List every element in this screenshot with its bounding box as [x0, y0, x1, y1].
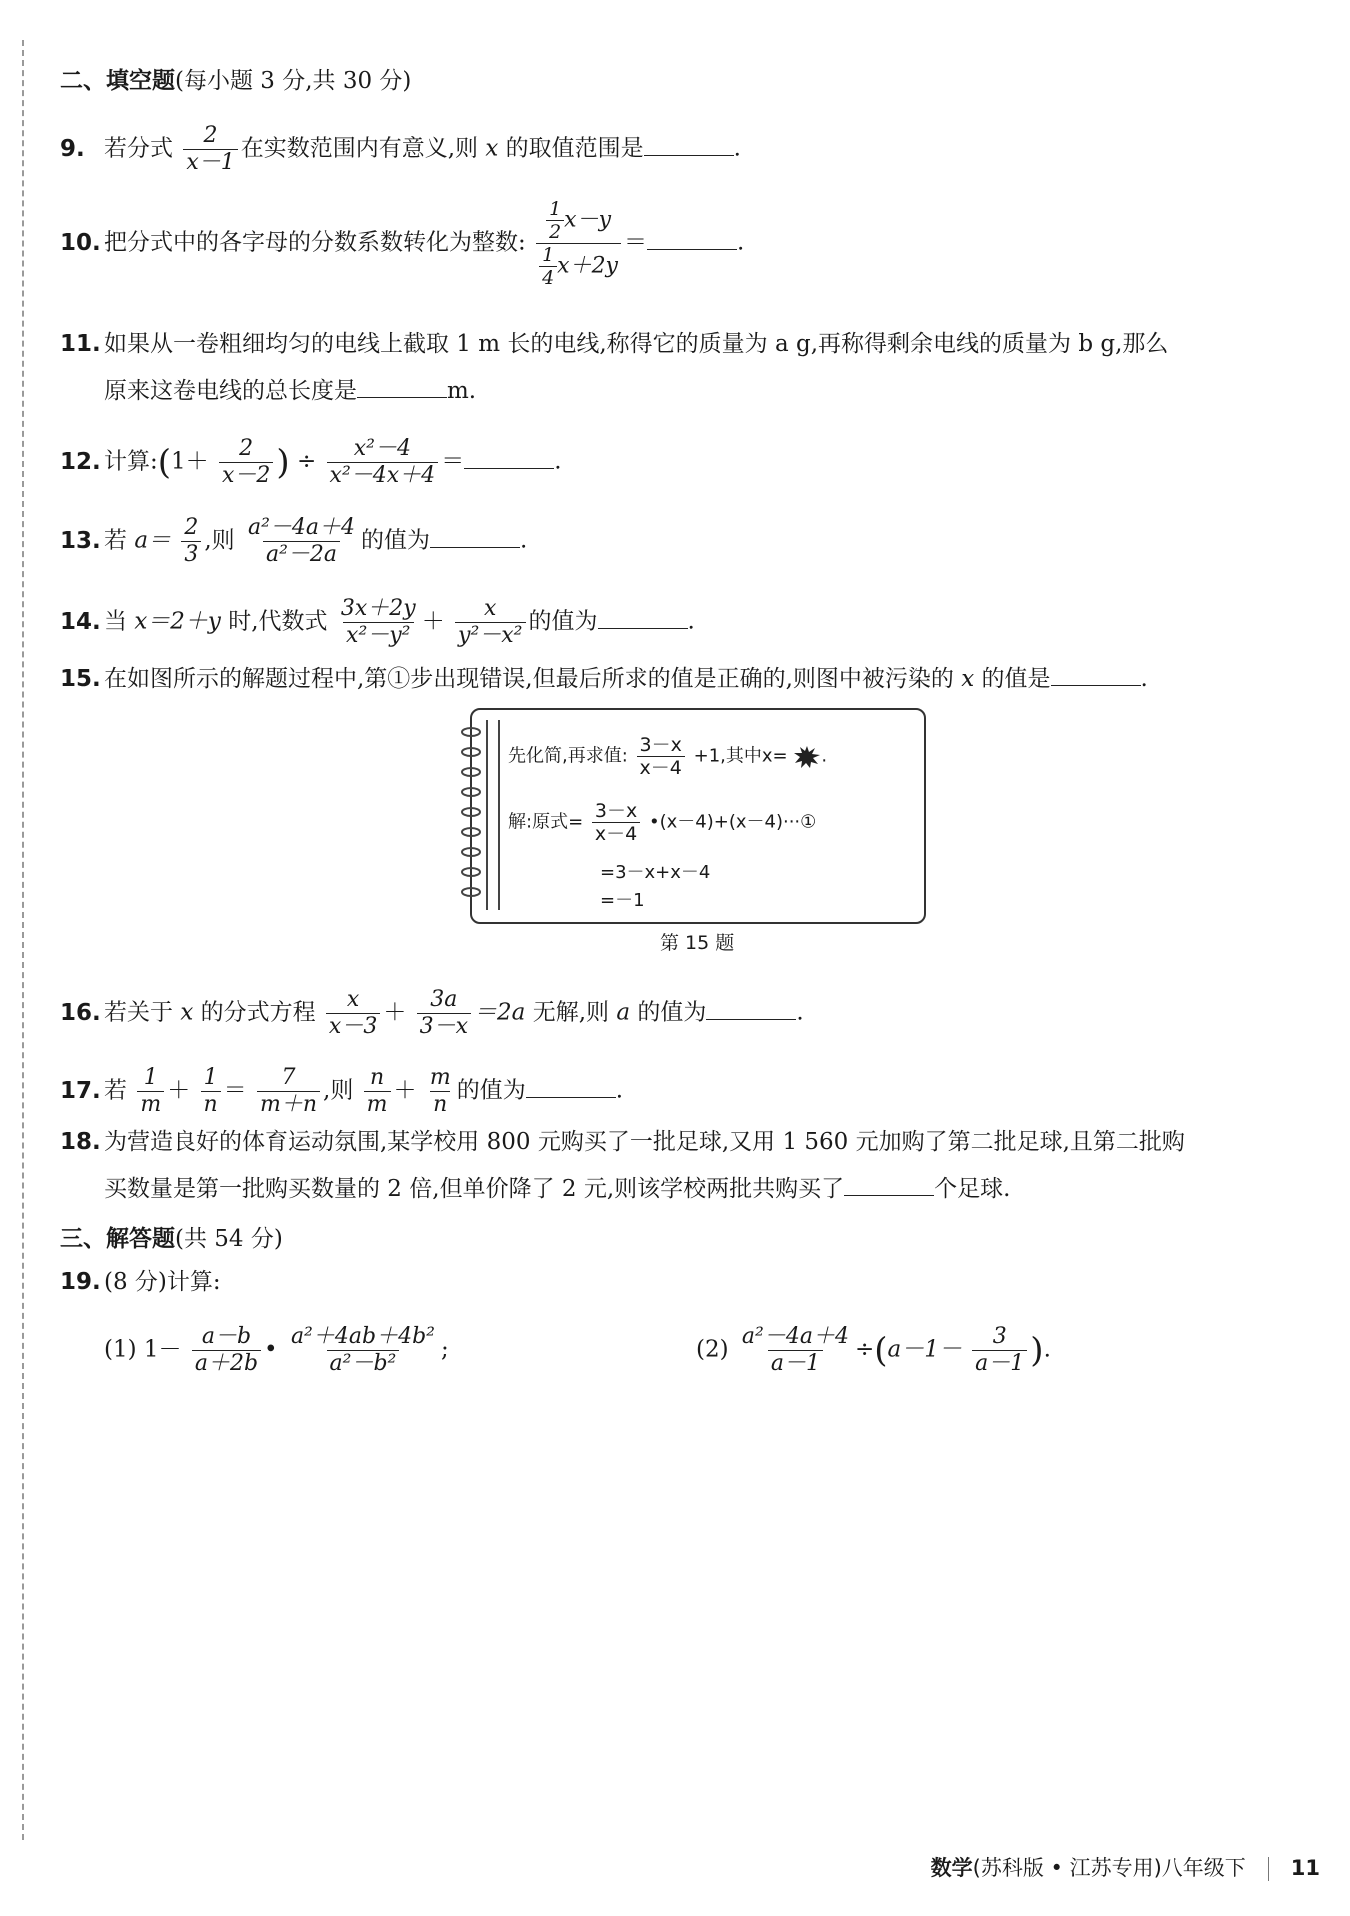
question-11: 11. 如果从一卷粗细均匀的电线上截取 1 m 长的电线,称得它的质量为 a g,再称得剩余电线的质量为 b g,那么 — [60, 331, 1169, 357]
question-16: 16. 若关于 x 的分式方程 $\frac{x}{x-3}$ ＋ $\frac{3a}{3-x}$ ＝2a 无解,则 a 的值为 . — [60, 987, 804, 1039]
binding-dashed-line — [22, 40, 24, 1840]
question-18-line2: 买数量是第一批购买数量的 2 倍,但单价降了 2 元,则该学校两批共购买了 个足球. — [104, 1173, 1010, 1205]
fig-problem-line: 先化简,再求值: $\frac{3-x}{x-4}$ +1,其中x= . — [508, 734, 828, 779]
answer-blank[interactable] — [526, 1075, 616, 1098]
answer-blank[interactable] — [357, 375, 447, 398]
answer-blank[interactable] — [464, 446, 554, 469]
fig-solution-step3: =－1 — [600, 890, 645, 911]
answer-blank[interactable] — [647, 227, 737, 250]
question-10: 10. 把分式中的各字母的分数系数转化为整数: $\frac{1}{2}$ x－y $\frac{1}{4}$ x＋2y ＝ . — [60, 198, 745, 289]
question-18: 18. 为营造良好的体育运动氛围,某学校用 800 元购买了一批足球,又用 1 560 元加购了第二批足球,且第二批购 — [60, 1129, 1185, 1155]
ink-stain-icon — [793, 745, 821, 769]
question-11-line2: 原来这卷电线的总长度是 m. — [104, 375, 476, 407]
question-15: 15. 在如图所示的解题过程中,第①步出现错误,但最后所求的值是正确的,则图中被污染的 x 的值是 . — [60, 663, 1148, 695]
fig-solution-step1: 解:原式= $\frac{3-x}{x-4}$ •(x－4)+(x－4)···① — [508, 800, 817, 845]
answer-blank[interactable] — [598, 606, 688, 629]
question-17: 17. 若 $\frac{1}{m}$ ＋ $\frac{1}{n}$ ＝ $\frac{7}{m+n}$ ,则 $\frac{n}{m}$ ＋ $\frac{m}{n}$ 的值为 . — [60, 1065, 624, 1117]
question-9: 9. 若分式 $\frac{2}{x-1}$ 在实数范围内有意义,则 x 的取值范围是 . — [60, 123, 741, 175]
question-19: 19. (8 分)计算: — [60, 1269, 221, 1295]
question-14: 14. 当 x＝2＋y 时,代数式 $\frac{3x+2y}{\text{x²－y²}}$ ＋ $\frac{x}{\text{y²－x²}}$ 的值为 . — [60, 596, 695, 648]
answer-blank[interactable] — [644, 133, 734, 156]
question-19-part2: (2) $\frac{\text{a²－4a＋4}}{a-1}$ ÷(a－1－ $\frac{3}{a-1}$ ). — [696, 1324, 1051, 1376]
answer-blank[interactable] — [706, 997, 796, 1020]
question-13: 13. 若 a＝ $\frac{2}{3}$ ,则 $\frac{\text{a²－4a＋4}}{\text{a²－2a}}$ 的值为 . — [60, 515, 528, 567]
question-12: 12. 计算:(1＋ $\frac{2}{x-2}$ ) ÷ $\frac{\text{x²－4}}{\text{x²－4x＋4}}$ ＝ . — [60, 436, 562, 488]
notebook-spiral-icon — [460, 724, 482, 904]
figure-15-notebook — [470, 708, 926, 924]
answer-blank[interactable] — [844, 1173, 934, 1196]
section-heading-solve: 三、解答题(共 54 分) — [60, 1226, 283, 1252]
section-heading-fill: 二、填空题(每小题 3 分,共 30 分) — [60, 68, 412, 94]
page-footer: 数学(苏科版 • 江苏专用)八年级下 11 — [930, 1856, 1320, 1880]
fig-solution-step2: =3－x+x－4 — [600, 862, 711, 883]
question-19-part1: (1) 1－ $\frac{a-b}{a+2b}$ • $\frac{\text{a²＋4ab＋4b²}}{\text{a²－b²}}$ ; — [104, 1324, 449, 1376]
figure-caption: 第 15 题 — [660, 932, 735, 954]
notebook-margin-lines — [486, 720, 500, 910]
page-number: 11 — [1290, 1856, 1320, 1880]
answer-blank[interactable] — [430, 525, 520, 548]
answer-blank[interactable] — [1051, 663, 1141, 686]
